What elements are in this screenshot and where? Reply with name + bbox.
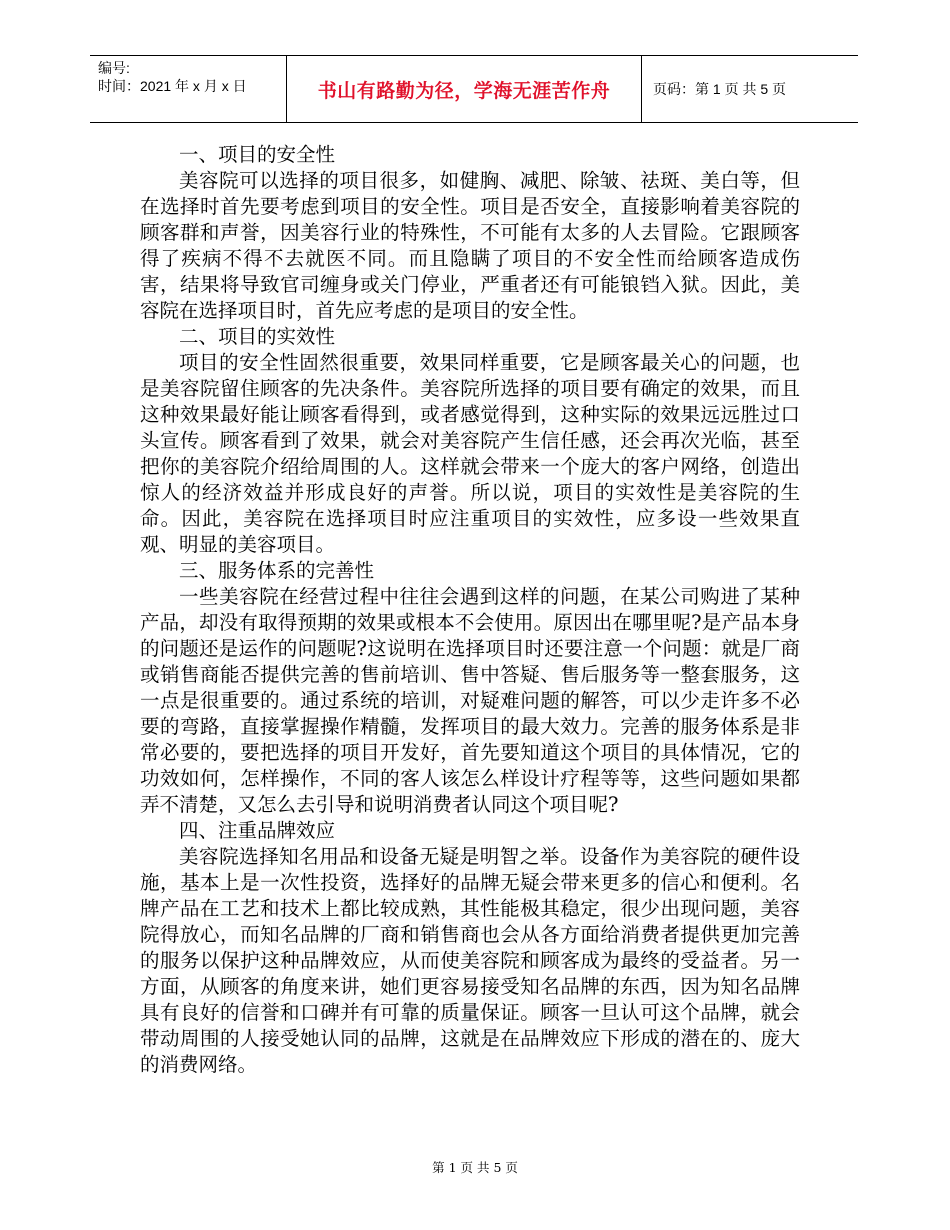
section-heading: 二、项目的实效性 — [179, 325, 336, 348]
section-heading: 四、注重品牌效应 — [179, 819, 336, 842]
section-heading: 一、项目的安全性 — [179, 143, 336, 166]
header-page-cell — [641, 56, 858, 122]
section-paragraph: 项目的安全性固然很重要，效果同样重要，它是顾客最关心的问题，也是美容院留住顾客的先决条件。美容院所选择的项目要有确定的效果，而且这种效果最好能让顾客看得到，或者感觉得到，这种实际的效果远远胜过口头宣传。顾客看到了效果，就会对美容院产生信任感，还会再次光临，甚至把你的美容院介绍给周围的人。这样就会带来一个庞大的客户网络，创造出惊人的经济效益并形成良好的声誉。所以说，项目的实效性是美容院的生命。因此，美容院在选择项目时应注重项目的实效性，应多设一些效果直观、明显的美容项目。 — [140, 351, 800, 556]
document-date: 时间：2021 年 x 月 x 日 — [98, 78, 247, 94]
header-motto: 书山有路勤为径，学海无涯苦作舟 — [317, 79, 611, 102]
document-number-label: 编号: — [98, 60, 130, 76]
header-info — [90, 56, 286, 122]
page-footer — [0, 1158, 950, 1176]
section-paragraph: 美容院可以选择的项目很多，如健胸、减肥、除皱、祛斑、美白等，但在选择时首先要考虑到项目的安全性。项目是否安全，直接影响着美容院的顾客群和声誉，因美容行业的特殊性，不可能有太多的人去冒险。它跟顾客得了疾病不得不去就医不同。而且隐瞒了项目的不安全性而给顾客造成伤害，结果将导致官司缠身或关门停业，严重者还有可能锒铛入狱。因此，美容院在选择项目时，首先应考虑的是项目的安全性。 — [140, 169, 800, 322]
section-paragraph: 一些美容院在经营过程中往往会遇到这样的问题，在某公司购进了某种产品，却没有取得预期的效果或根本不会使用。原因出在哪里呢?是产品本身的问题还是运作的问题呢?这说明在选择项目时还要注意一个问题：就是厂商或销售商能否提供完善的售前培训、售中答疑、售后服务等一整套服务，这一点是很重要的。通过系统的培训，对疑难问题的解答，可以少走许多不必要的弯路，直接掌握操作精髓，发挥项目的最大效力。完善的服务体系是非常必要的，要把选择的项目开发好，首先要知道这个项目的具体情况，它的功效如何，怎样操作，不同的客人该怎么样设计疗程等等，这些问题如果都弄不清楚，又怎么去引导和说明消费者认同这个项目呢? — [140, 585, 800, 816]
section-paragraph: 美容院选择知名用品和设备无疑是明智之举。设备作为美容院的硬件设施，基本上是一次性投资，选择好的品牌无疑会带来更多的信心和便利。名牌产品在工艺和技术上都比较成熟，其性能极其稳定，很少出现问题，美容院得放心，而知名品牌的厂商和销售商也会从各方面给消费者提供更加完善的服务以保护这种品牌效应，从而使美容院和顾客成为最终的受益者。另一方面，从顾客的角度来讲，她们更容易接受知名品牌的东西，因为知名品牌具有良好的信誉和口碑并有可靠的质量保证。顾客一旦认可这个品牌，就会带动周围的人接受她认同的品牌，这就是在品牌效应下形成的潜在的、庞大的消费网络。 — [140, 845, 800, 1076]
section-heading: 三、服务体系的完善性 — [179, 559, 375, 582]
document-body — [140, 142, 800, 1078]
page-header — [90, 55, 858, 123]
header-page-number: 页码：第 1 页 共 5 页 — [653, 81, 787, 97]
header-motto-cell — [286, 56, 642, 122]
footer-page-number: 第 1 页 共 5 页 — [432, 1160, 518, 1175]
